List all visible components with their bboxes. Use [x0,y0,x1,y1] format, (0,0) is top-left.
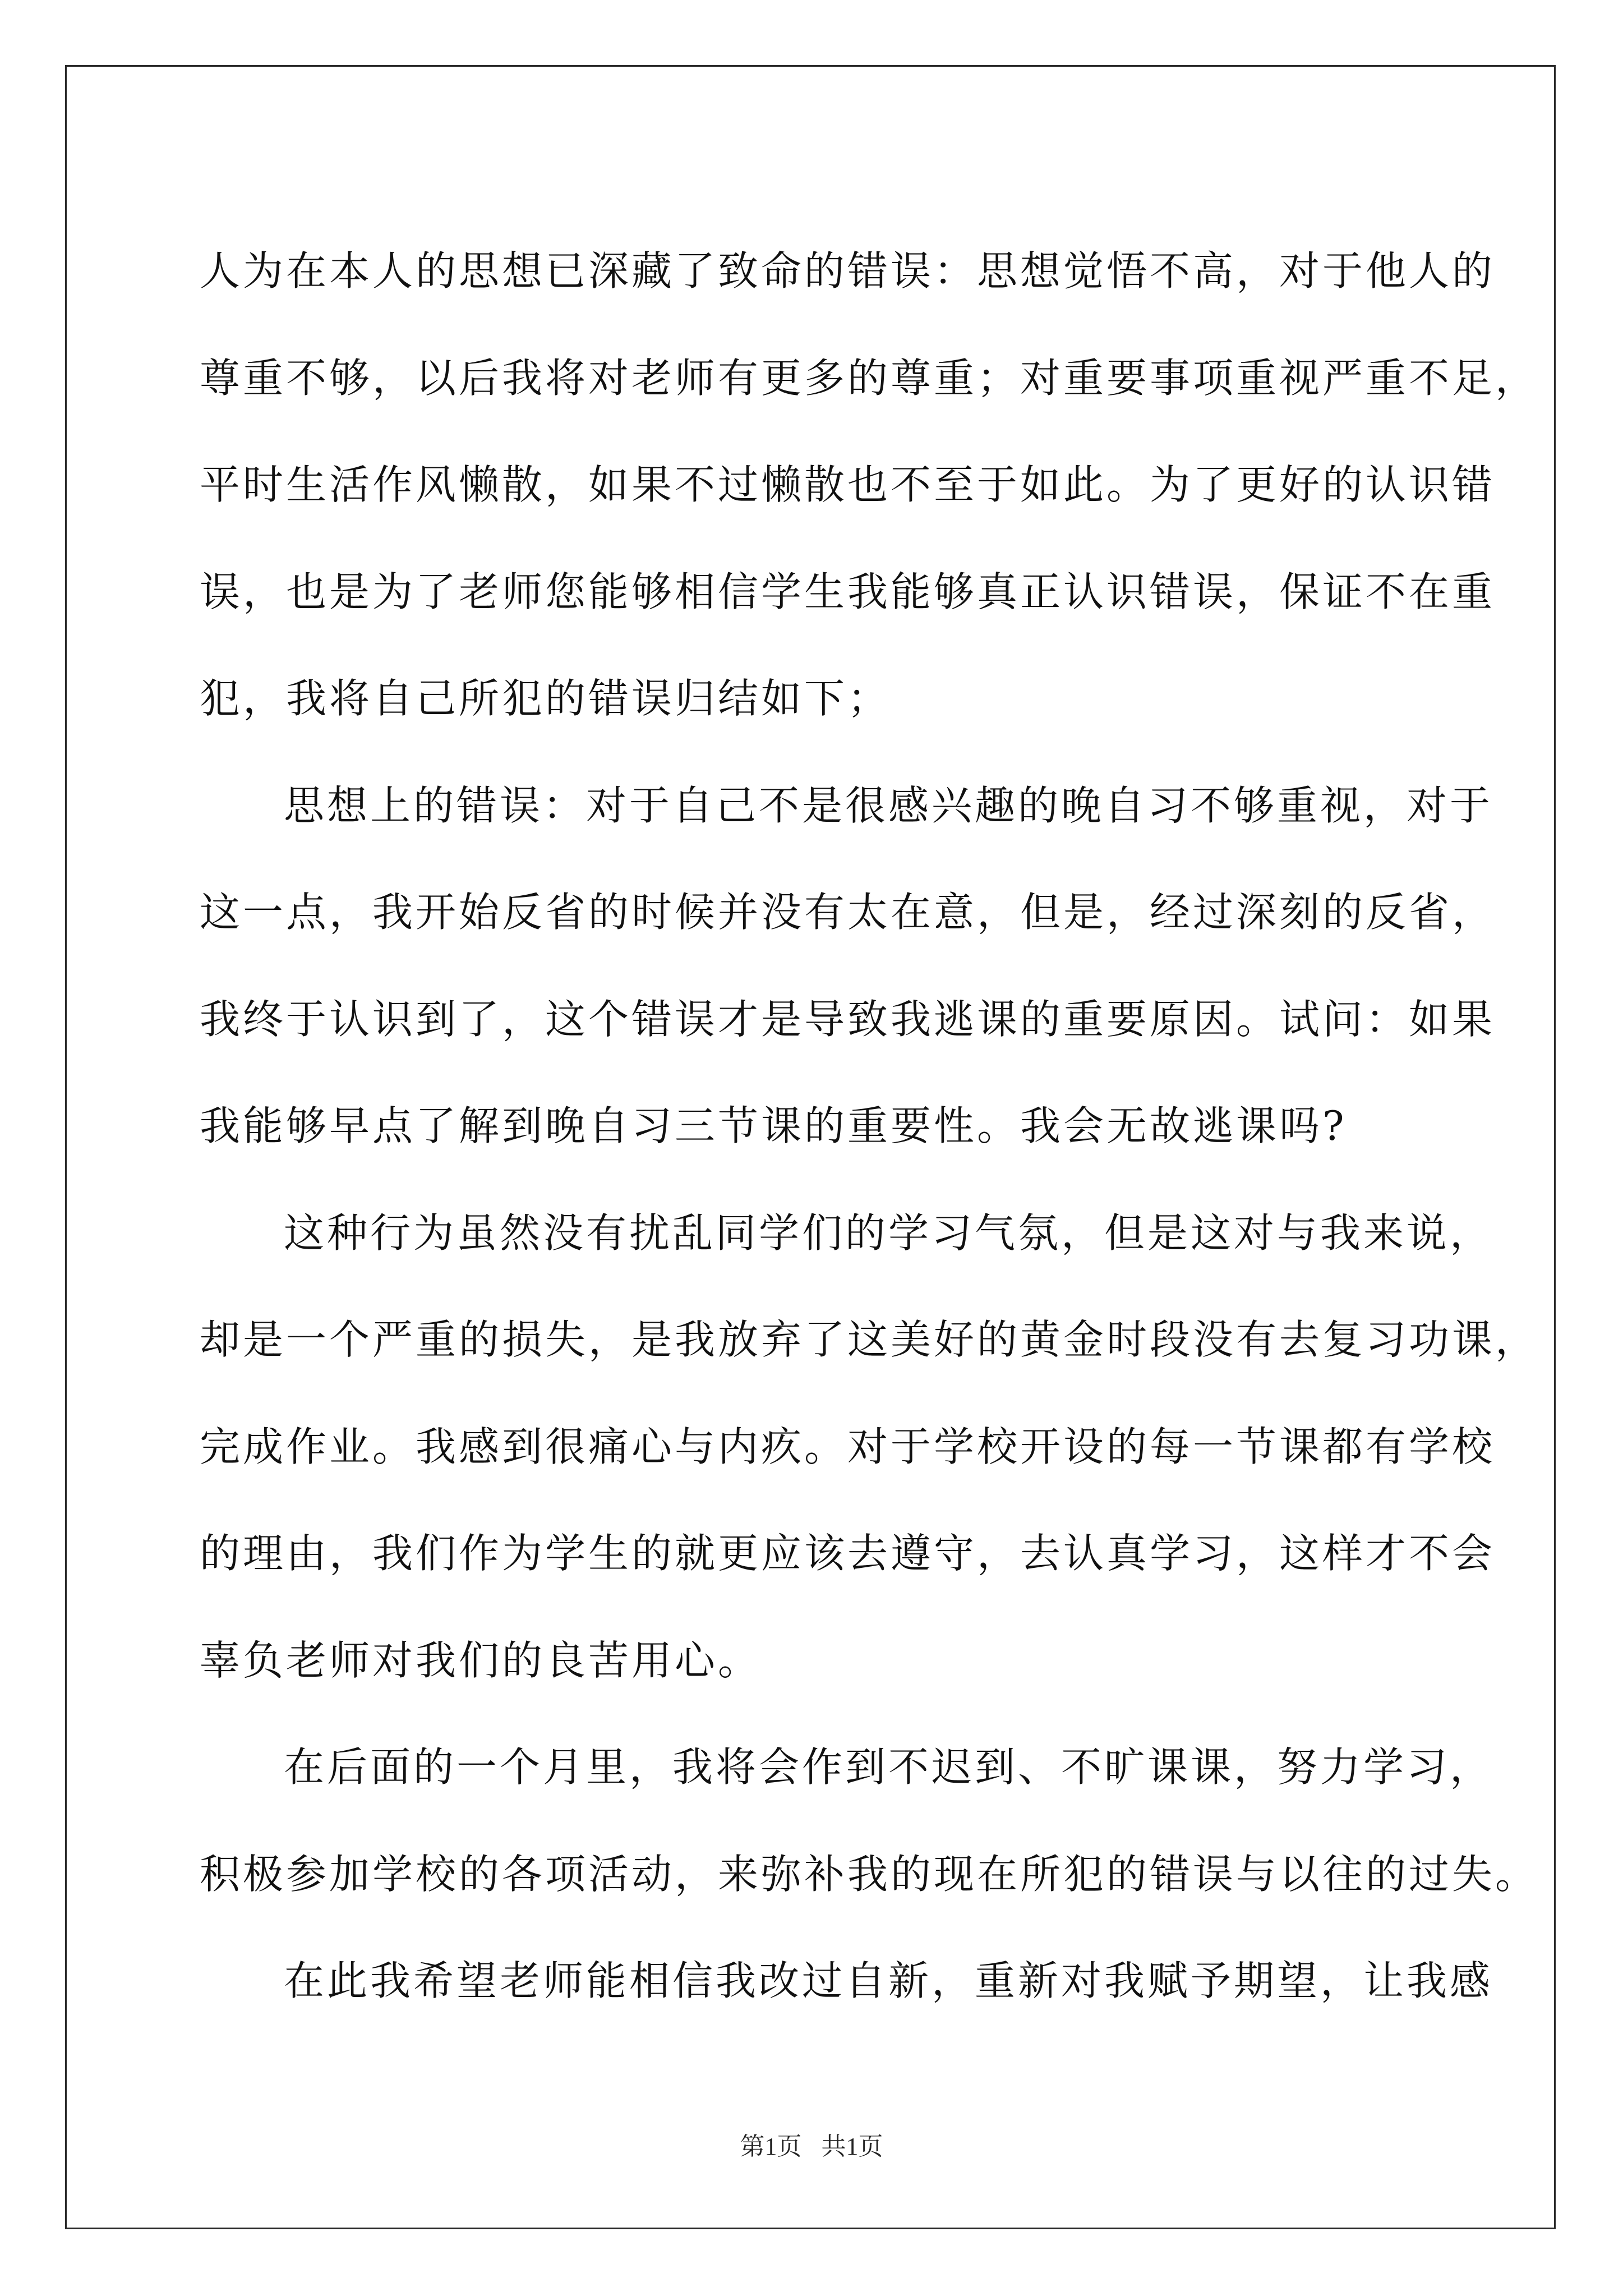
text-line: 尊重不够，以后我将对老师有更多的尊重；对重要事项重视严重不足， [200,354,1539,402]
document-body [200,218,1539,2035]
text-line: 我终于认识到了，这个错误才是导致我逃课的重要原因。试问：如果 [200,995,1496,1043]
text-line: 平时生活作风懒散，如果不过懒散也不至于如此。为了更好的认识错 [200,461,1496,508]
text-line: 这一点，我开始反省的时候并没有太在意，但是，经过深刻的反省， [200,889,1496,936]
text-line: 辜负老师对我们的良苦用心。 [200,1636,762,1684]
page-total: 共1页 [821,2133,883,2160]
text-line: 却是一个严重的损失，是我放弃了这美好的黄金时段没有去复习功课， [200,1316,1539,1363]
text-line: 完成作业。我感到很痛心与内疚。对于学校开设的每一节课都有学校 [200,1423,1496,1470]
text-line: 犯，我将自己所犯的错误归结如下； [200,675,891,722]
text-line: 的理由，我们作为学生的就更应该去遵守，去认真学习，这样才不会 [200,1530,1496,1577]
text-line: 思想上的错误：对于自己不是很感兴趣的晚自习不够重视，对于 [284,781,1493,829]
text-line: 人为在本人的思想已深藏了致命的错误：思想觉悟不高，对于他人的 [200,247,1496,295]
text-line: 误，也是为了老师您能够相信学生我能够真正认识错误，保证不在重 [200,568,1496,615]
text-line: 在此我希望老师能相信我改过自新，重新对我赋予期望，让我感 [284,1957,1493,2004]
text-line: 这种行为虽然没有扰乱同学们的学习气氛，但是这对与我来说， [284,1209,1493,1257]
page-footer [0,2126,1623,2162]
text-line: 我能够早点了解到晚自习三节课的重要性。我会无故逃课吗? [200,1102,1347,1149]
text-line: 积极参加学校的各项活动，来弥补我的现在所犯的错误与以往的过失。 [200,1850,1539,1898]
text-line: 在后面的一个月里，我将会作到不迟到、不旷课课，努力学习， [284,1743,1493,1791]
page-number: 第1页 [740,2133,802,2160]
